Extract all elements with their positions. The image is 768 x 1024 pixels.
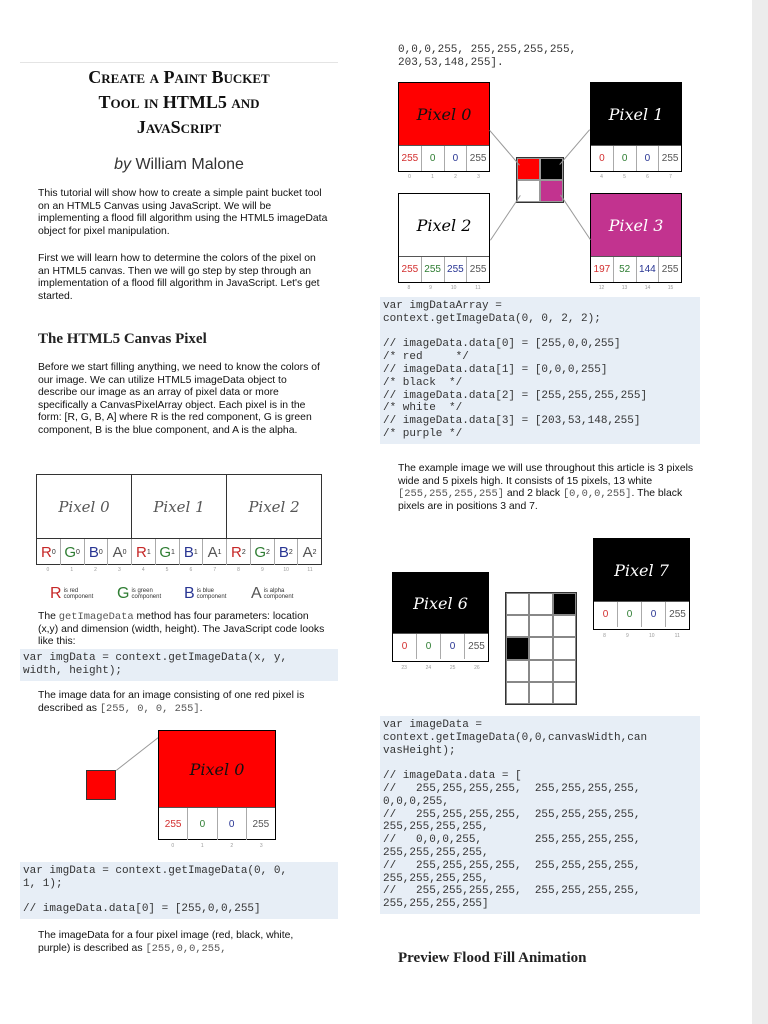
rgba-index-label: 1 bbox=[70, 567, 74, 573]
connector-line bbox=[116, 736, 160, 771]
rgba-component-cell bbox=[203, 539, 227, 565]
grid-pixel bbox=[506, 660, 529, 682]
rgba-subscript: 2 bbox=[312, 548, 317, 556]
index-label: 1 bbox=[200, 843, 204, 849]
rgba-component-cell bbox=[156, 539, 180, 565]
index-label: 0 bbox=[171, 843, 175, 849]
pixel-value: 0 bbox=[614, 146, 637, 171]
rgba-letter: A bbox=[302, 543, 313, 561]
value-a: 255 bbox=[669, 609, 686, 620]
red-pixel-swatch bbox=[86, 770, 116, 800]
pixel-value: 255 bbox=[469, 153, 487, 164]
text: and 2 black bbox=[504, 488, 563, 500]
rgba-component-cell bbox=[251, 539, 275, 565]
pixel-values bbox=[393, 633, 488, 659]
pixel-values bbox=[591, 256, 681, 282]
rgba-subscript: 2 bbox=[288, 548, 293, 556]
pixel-label: Pixel 0 bbox=[159, 731, 275, 807]
index-label: 14 bbox=[644, 285, 651, 291]
rgba-letter: A bbox=[207, 543, 218, 561]
pixel-value: 255 bbox=[399, 146, 422, 171]
index-label: 5 bbox=[623, 174, 626, 180]
grid-pixel bbox=[529, 660, 552, 682]
pixel-values bbox=[591, 145, 681, 171]
four-pixel-continuation: 0,0,0,255, 255,255,255,255, 203,53,148,255]. bbox=[398, 44, 577, 69]
grid-pixel bbox=[553, 682, 576, 704]
rgba-letter: B bbox=[183, 543, 194, 561]
value-g: 0 bbox=[417, 634, 441, 659]
grid-pixel bbox=[506, 593, 529, 615]
rgba-letter: R bbox=[231, 543, 242, 561]
grid-pixel bbox=[506, 682, 529, 704]
rgba-subscript: 0 bbox=[98, 548, 103, 556]
pixel-value: 0 bbox=[445, 146, 468, 171]
index-label: 7 bbox=[669, 174, 672, 180]
grid-pixel bbox=[506, 615, 529, 637]
index-label: 10 bbox=[450, 285, 457, 291]
grid-pixel bbox=[553, 615, 576, 637]
four-pixel-swatch bbox=[516, 157, 564, 203]
value-b: 0 bbox=[642, 602, 666, 627]
legend-text: is alpha component bbox=[263, 588, 294, 600]
pixel-value: 0 bbox=[637, 146, 660, 171]
index-label: 26 bbox=[474, 665, 480, 671]
code-block-four-pixels: var imgDataArray = context.getImageData(0, 0, 2, 2); // imageData.data[0] = [255,0,0,255] /* red */ // imageData.data[1] = [0,0,0,255] /* black */ // imageData.data[2] = [255,255,255,255] /* white */ // imageData.data[3] = [203,53,148,255] /* purple */ bbox=[380, 297, 700, 444]
legend-letter: B bbox=[184, 585, 195, 602]
document-title bbox=[20, 62, 338, 140]
text: The example image we will use throughout this article is 3 pixels wide and 5 pixels high. It consists of 15 pixels, 13 white bbox=[398, 463, 694, 487]
pixel-value: 0 bbox=[422, 146, 445, 171]
grid-pixel bbox=[553, 593, 576, 615]
pixel-indices bbox=[590, 285, 682, 291]
getimagedata-paragraph bbox=[38, 611, 328, 649]
legend-text: is green component bbox=[131, 588, 162, 600]
index-label: 25 bbox=[449, 665, 456, 671]
inline-code: [255, 0, 0, 255] bbox=[99, 702, 200, 715]
legend-text: is blue component bbox=[196, 588, 227, 600]
rgba-index-label: 11 bbox=[307, 567, 313, 573]
index-label: 2 bbox=[230, 843, 234, 849]
grid-pixel bbox=[529, 615, 552, 637]
author-by: by bbox=[114, 156, 131, 173]
grid-pixel bbox=[529, 682, 552, 704]
connector-line bbox=[560, 194, 591, 240]
index-label: 15 bbox=[667, 285, 674, 291]
text: The image data for an image consisting of one red pixel is described as bbox=[38, 690, 305, 714]
pixel-1-card bbox=[590, 82, 682, 172]
rgba-subscript: 0 bbox=[76, 548, 80, 556]
rgba-index-label: 9 bbox=[260, 567, 264, 573]
rgba-index-label: 8 bbox=[237, 567, 240, 573]
section-heading: The HTML5 Canvas Pixel bbox=[38, 331, 207, 347]
swatch-cell bbox=[540, 158, 563, 180]
pixel-value: 197 bbox=[591, 257, 614, 282]
pixel-values bbox=[159, 807, 275, 840]
pixel-7-indices bbox=[593, 633, 690, 639]
pixel-values bbox=[399, 145, 489, 171]
pixel-3-card bbox=[590, 193, 682, 283]
rgba-diagram bbox=[36, 474, 322, 565]
rgba-letter: G bbox=[159, 543, 171, 561]
red-pixel-indices bbox=[158, 843, 276, 849]
value-a: 255 bbox=[252, 818, 270, 830]
connector-line bbox=[490, 195, 521, 241]
rgba-index-label: 2 bbox=[94, 567, 97, 573]
value-r: 0 bbox=[393, 634, 417, 659]
text: The bbox=[38, 611, 59, 622]
pixel-values bbox=[594, 601, 689, 627]
code-block-example-image: var imageData = context.getImageData(0,0,canvasWidth,can vasHeight); // imageData.data = [ // 255,255,255,255, 255,255,255,255, 0,0,0,255, // 255,255,255,255, 255,255,255,255, 255,255,255,255, // 0,0,0,255, 255,255,255,255, 255,255,255,255, // 255,255,255,255, 255,255,255,255, 255,255,255,255, // 255,255,255,255, 255,255,255,255, 255,255,255,255] bbox=[380, 716, 700, 914]
pixel-label: Pixel 1 bbox=[591, 83, 681, 145]
pixel-6-card bbox=[392, 572, 489, 662]
pixel-indices bbox=[590, 174, 682, 180]
index-label: 4 bbox=[600, 174, 603, 180]
grid-pixel bbox=[553, 637, 576, 659]
red-pixel-paragraph bbox=[38, 690, 328, 715]
rgba-index-label: 4 bbox=[141, 567, 145, 573]
legend-item bbox=[50, 585, 102, 603]
index-label: 13 bbox=[621, 285, 628, 291]
index-label: 24 bbox=[425, 665, 432, 671]
pixel-value: 255 bbox=[445, 257, 468, 282]
index-label: 9 bbox=[626, 633, 629, 639]
pixel-value: 255 bbox=[661, 264, 679, 275]
title-line-1: Create a Paint Bucket bbox=[88, 67, 270, 87]
legend-letter: A bbox=[251, 585, 262, 602]
rgba-subscript: 2 bbox=[241, 548, 246, 556]
inline-code: [0,0,0,255] bbox=[562, 488, 632, 501]
rgba-pixel-label: Pixel 0 bbox=[37, 475, 132, 538]
rgba-letter: B bbox=[278, 543, 289, 561]
legend-letter: G bbox=[117, 585, 130, 602]
swatch-cell bbox=[517, 180, 540, 202]
rgba-component-cell bbox=[298, 539, 321, 565]
grid-pixel bbox=[529, 593, 552, 615]
grid-pixel bbox=[553, 660, 576, 682]
rgba-index-label: 7 bbox=[213, 567, 217, 573]
pixel-label: Pixel 2 bbox=[399, 194, 489, 256]
rgba-letter: G bbox=[254, 543, 266, 561]
example-paragraph bbox=[398, 463, 698, 513]
rgba-component-cell bbox=[227, 539, 251, 565]
rgba-subscript: 1 bbox=[193, 548, 198, 556]
pixel-values bbox=[399, 256, 489, 282]
legend-letter: R bbox=[50, 585, 62, 602]
text: . The black pixels are in positions 3 and 7. bbox=[398, 488, 683, 512]
value-r: 255 bbox=[159, 808, 188, 840]
pixel-7-card bbox=[593, 538, 690, 630]
rgba-subscript: 1 bbox=[217, 548, 222, 556]
connector-line bbox=[489, 130, 520, 166]
pixel-value: 255 bbox=[399, 257, 422, 282]
value-r: 0 bbox=[594, 602, 618, 627]
index-label: 10 bbox=[648, 633, 655, 639]
rgba-component-cell bbox=[132, 539, 156, 565]
rgba-index-label: 5 bbox=[165, 567, 169, 573]
four-pixel-paragraph bbox=[38, 930, 328, 955]
pixel-value: 255 bbox=[422, 257, 445, 282]
rgba-legend bbox=[50, 585, 330, 605]
author-name: William Malone bbox=[135, 156, 244, 173]
inline-code: getImageData bbox=[58, 611, 134, 623]
rgba-subscript: 2 bbox=[266, 548, 270, 556]
legend-text: is red component bbox=[63, 588, 94, 600]
pixel-value: 144 bbox=[637, 257, 660, 282]
legend-item bbox=[251, 585, 302, 603]
swatch-cell bbox=[517, 158, 540, 180]
index-label: 12 bbox=[598, 285, 605, 291]
inline-code: [255,0,0,255, bbox=[145, 942, 227, 955]
rgba-index-label: 3 bbox=[118, 567, 121, 573]
index-label: 6 bbox=[646, 174, 649, 180]
grid-pixel bbox=[529, 637, 552, 659]
pixel-indices bbox=[398, 285, 490, 291]
intro-paragraph-2: First we will learn how to determine the colors of the pixel on an HTML5 canvas. Then we will go step by step through an implementation of a flood fill algorithm in JavaScript. Let's get started. bbox=[38, 253, 320, 302]
inline-code: [255,255,255,255] bbox=[398, 488, 505, 501]
legend-item bbox=[117, 585, 169, 603]
index-label: 8 bbox=[603, 633, 606, 639]
rgba-index-row bbox=[36, 567, 322, 575]
rgba-pixel-label: Pixel 1 bbox=[132, 475, 227, 538]
pixel-label: Pixel 3 bbox=[591, 194, 681, 256]
pixel-indices bbox=[398, 174, 490, 180]
index-label: 1 bbox=[431, 174, 434, 180]
connector-line bbox=[559, 129, 590, 165]
rgba-subscript: 0 bbox=[122, 548, 127, 556]
value-g: 0 bbox=[188, 808, 217, 840]
rgba-component-cell bbox=[37, 539, 61, 565]
text: . bbox=[199, 702, 203, 714]
text: The imageData for a four pixel image (red, black, white, purple) is described as bbox=[38, 930, 294, 954]
pixel-value: 255 bbox=[469, 264, 487, 275]
pixel-0-card bbox=[398, 82, 490, 172]
title-line-3: JavaScript bbox=[136, 117, 222, 137]
pixel-value: 0 bbox=[591, 146, 614, 171]
index-label: 11 bbox=[475, 285, 481, 291]
rgba-component-cell bbox=[108, 539, 132, 565]
index-label: 8 bbox=[407, 285, 411, 291]
intro-paragraph-1: This tutorial will show how to create a simple paint bucket tool on an HTML5 Canvas using JavaScript. We will be implementing a flood fill algorithm using the HTML5 imageData object for pixel manipulation. bbox=[38, 188, 328, 237]
rgba-letter: A bbox=[112, 543, 123, 561]
value-g: 0 bbox=[618, 602, 642, 627]
value-b: 0 bbox=[441, 634, 465, 659]
rgba-index-label: 0 bbox=[46, 567, 50, 573]
rgba-subscript: 1 bbox=[146, 548, 151, 556]
rgba-letter: R bbox=[136, 543, 147, 561]
example-image-grid bbox=[505, 592, 577, 705]
grid-pixel bbox=[506, 637, 529, 659]
section-paragraph: Before we start filling anything, we need to know the colors of our image. We can utilize HTML5 imageData object to describe our image as an array of pixel data or more specifically a CanvasPixelArray object. Each pixel is in the form: [R, G, B, A] where R is the red component, G is green component, B is the blue component, and A is the alpha. bbox=[38, 362, 320, 436]
pixel-value: 52 bbox=[614, 257, 637, 282]
title-line-2: Tool in HTML5 and bbox=[98, 92, 260, 112]
red-pixel-card bbox=[158, 730, 276, 840]
rgba-component-cell bbox=[61, 539, 85, 565]
preview-heading: Preview Flood Fill Animation bbox=[398, 950, 587, 966]
rgba-subscript: 0 bbox=[51, 548, 56, 556]
pixel-label: Pixel 7 bbox=[594, 539, 689, 601]
index-label: 0 bbox=[408, 174, 411, 180]
rgba-component-row bbox=[37, 539, 321, 565]
pixel-6-indices bbox=[392, 665, 489, 671]
rgba-index-label: 6 bbox=[189, 567, 193, 573]
code-block-one-pixel: var imgData = context.getImageData(0, 0, 1, 1); // imageData.data[0] = [255,0,0,255] bbox=[20, 862, 338, 919]
rgba-component-cell bbox=[85, 539, 109, 565]
swatch-cell bbox=[540, 180, 563, 202]
rgba-pixel-label: Pixel 2 bbox=[248, 497, 300, 516]
page-edge bbox=[752, 0, 768, 1024]
pixel-label: Pixel 0 bbox=[399, 83, 489, 145]
rgba-component-cell bbox=[180, 539, 204, 565]
value-a: 255 bbox=[468, 641, 485, 652]
text: method has four parameters: location (x,y) and dimension (width, height). The JavaScript code looks like this: bbox=[38, 611, 325, 648]
value-b: 0 bbox=[218, 808, 247, 840]
index-label: 3 bbox=[259, 843, 263, 849]
rgba-subscript: 1 bbox=[171, 548, 175, 556]
rgba-letter: B bbox=[88, 543, 99, 561]
rgba-letter: R bbox=[41, 543, 52, 561]
pixel-label: Pixel 6 bbox=[393, 573, 488, 633]
pixel-2-card bbox=[398, 193, 490, 283]
rgba-index-label: 10 bbox=[283, 567, 289, 573]
index-label: 11 bbox=[674, 633, 680, 639]
pixel-value: 255 bbox=[661, 153, 679, 164]
rgba-letter: G bbox=[64, 543, 76, 561]
rgba-component-cell bbox=[275, 539, 299, 565]
index-label: 3 bbox=[477, 174, 480, 180]
legend-item bbox=[184, 585, 235, 603]
index-label: 9 bbox=[429, 285, 432, 291]
index-label: 23 bbox=[401, 665, 407, 671]
author-line bbox=[20, 156, 338, 174]
code-block-getimagedata: var imgData = context.getImageData(x, y, width, height); bbox=[20, 649, 338, 681]
index-label: 2 bbox=[454, 174, 457, 180]
